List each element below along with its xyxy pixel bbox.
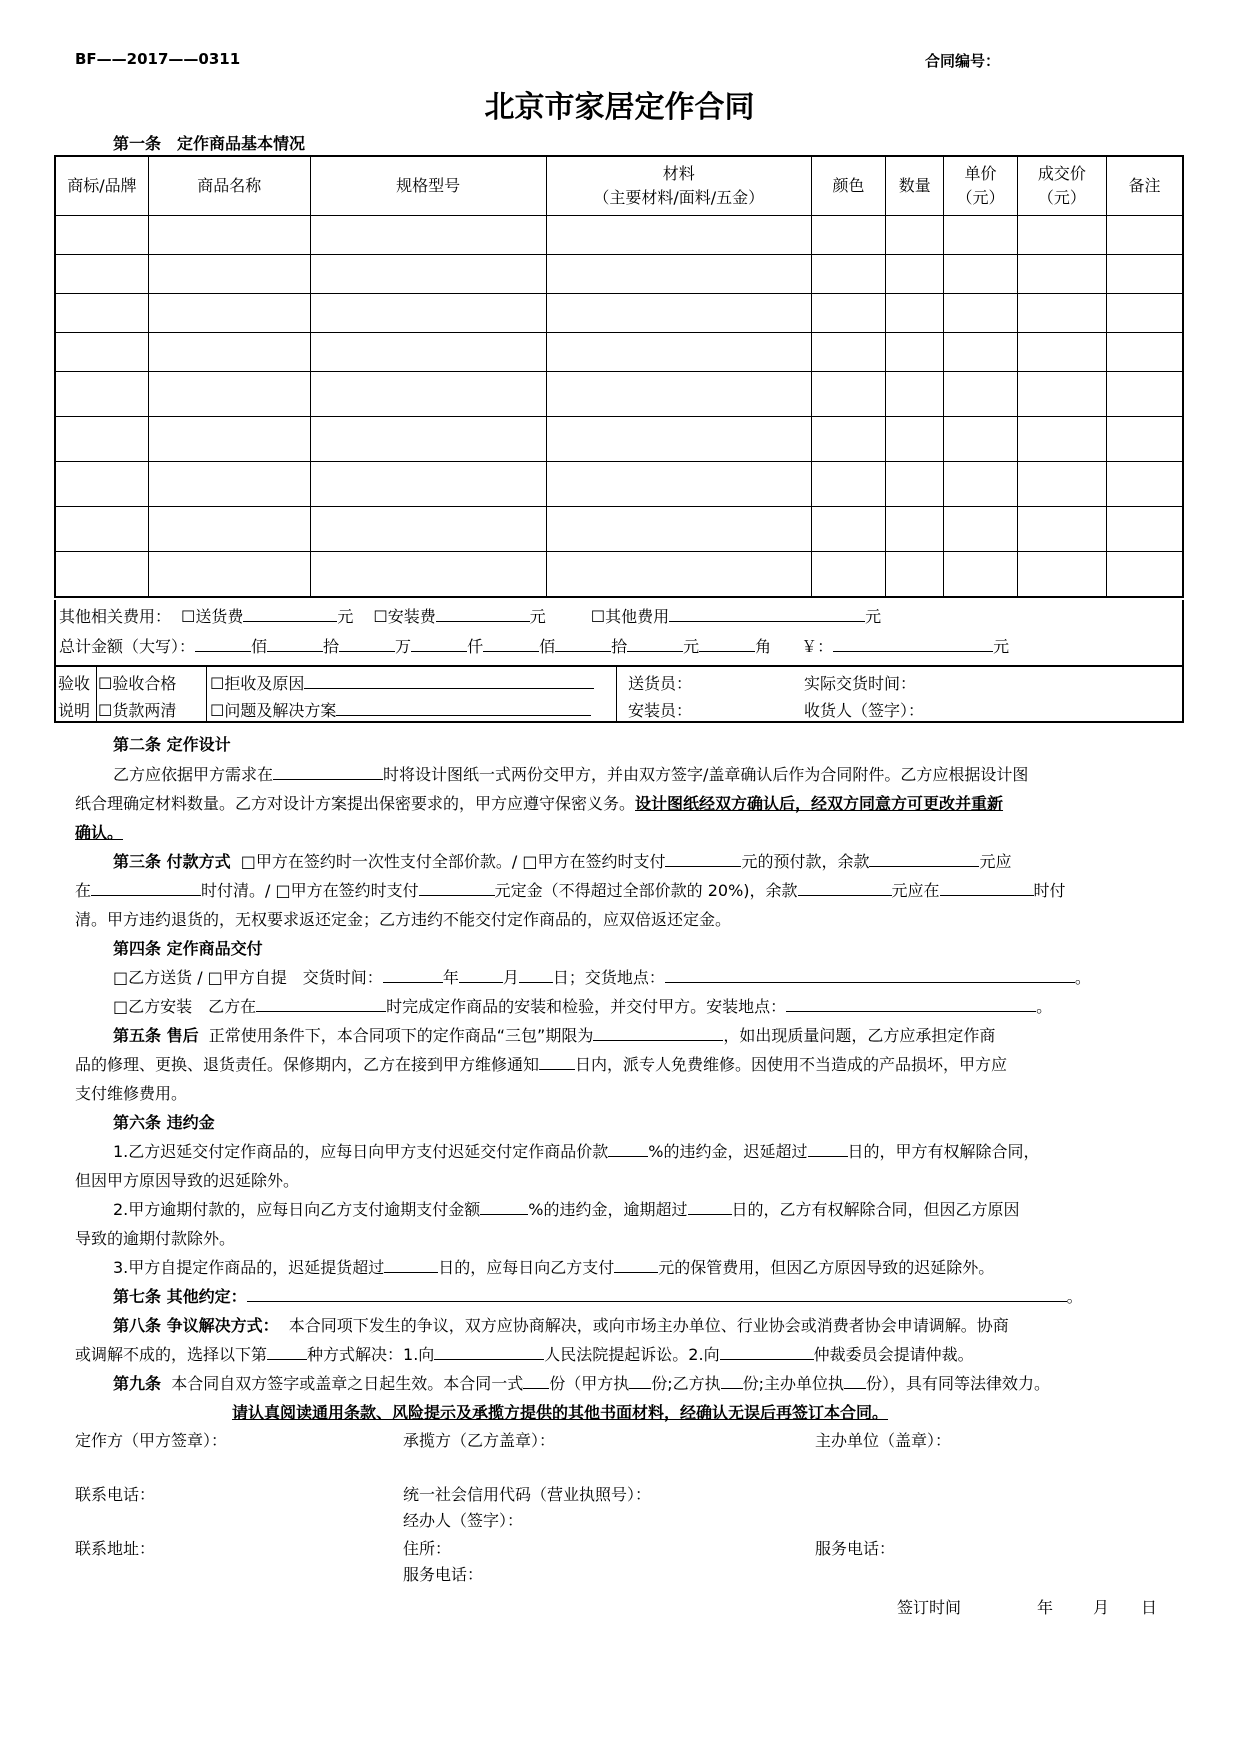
page-title: 北京市家居定作合同 <box>484 90 755 125</box>
amount-field[interactable] <box>411 635 467 652</box>
sign-month-label: 月 <box>1093 1598 1110 1617</box>
article-5-line-2: 品的修理、更换、退货责任。保修期内，乙方在接到甲方维修通知 日内，派专人免费维修。因使用不当造成的产品损坏，甲方应 <box>75 1055 1008 1074</box>
table-header-row <box>55 156 1183 216</box>
amount-field[interactable] <box>699 635 755 652</box>
article-7-line: 第七条 其他约定： 。 <box>113 1287 1083 1306</box>
party-a-phone-label: 联系电话： <box>75 1485 156 1504</box>
article-8-line-1: 第八条 争议解决方式： 本合同项下发生的争议，双方应协商解决，或向市场主办单位、行业协会或消费者协会申请调解。协商 <box>113 1316 1009 1335</box>
host-phone-label: 服务电话： <box>815 1539 896 1558</box>
table-row[interactable] <box>55 294 1183 333</box>
article-6-item-2-cont: 导致的逾期付款除外。 <box>75 1229 236 1248</box>
col-brand: 商标/品牌 <box>55 156 148 216</box>
sign-date-label: 签订时间 <box>897 1598 962 1617</box>
copies-a-field[interactable] <box>629 1372 651 1389</box>
warranty-period-field[interactable] <box>593 1024 723 1041</box>
late-payment-days-field[interactable] <box>688 1198 732 1215</box>
col-color: 颜色 <box>811 156 885 216</box>
table-row[interactable] <box>55 462 1183 507</box>
reject-reason-field[interactable] <box>304 672 594 689</box>
acceptance-options-cell <box>96 667 207 721</box>
reject-checkbox[interactable]: ☐拒收及原因 <box>210 674 305 693</box>
amount-field[interactable] <box>627 635 683 652</box>
agent-signature-label: 经办人（签字）： <box>403 1511 524 1530</box>
installer-label: 安装员： <box>628 701 693 720</box>
table-row[interactable] <box>55 507 1183 552</box>
host-seal-label: 主办单位（盖章）： <box>815 1431 952 1450</box>
article-2-heading: 第二条 定作设计 <box>113 735 231 754</box>
copies-b-field[interactable] <box>721 1372 743 1389</box>
article-2-line-3: 确认。 <box>75 823 124 842</box>
delivery-place-field[interactable] <box>665 966 1075 983</box>
issue-row <box>210 698 591 721</box>
other-fee-field[interactable] <box>669 605 865 622</box>
delivery-fee-checkbox[interactable]: ☐送货费 <box>181 607 244 626</box>
other-fee-checkbox[interactable]: ☐其他费用 <box>590 607 670 626</box>
amount-field[interactable] <box>195 635 251 652</box>
party-b-phone-label: 服务电话： <box>403 1565 484 1584</box>
party-b-address-label: 住所： <box>403 1539 452 1558</box>
total-amount-row: 总计金额（大写）： 佰 拾 万 仟 佰 拾 元 角 ￥： 元 <box>59 637 1010 656</box>
article-6-item-3: 3.甲方自提定作商品的，迟延提货超过 日的，应每日向乙方支付 元的保管费用，但因乙方原因导致的迟延除外。 <box>113 1258 995 1277</box>
acceptance-label-cell <box>56 667 97 721</box>
table-row[interactable] <box>55 372 1183 417</box>
sign-year-label: 年 <box>1037 1598 1054 1617</box>
col-spec: 规格型号 <box>310 156 546 216</box>
copies-host-field[interactable] <box>844 1372 866 1389</box>
col-quantity: 数量 <box>886 156 944 216</box>
dispute-method-field[interactable] <box>267 1343 307 1360</box>
copies-total-field[interactable] <box>523 1372 549 1389</box>
install-fee-field[interactable] <box>436 605 530 622</box>
delivery-day-field[interactable] <box>519 966 553 983</box>
article-3-line-3: 清。甲方违约退货的，无权要求返还定金；乙方违约不能交付定作商品的，应双倍返还定金。 <box>75 910 732 929</box>
issue-solution-field[interactable] <box>336 699 591 716</box>
deposit-field[interactable] <box>419 879 495 896</box>
install-place-field[interactable] <box>786 995 1036 1012</box>
col-unit-price: 单价 （元） <box>944 156 1017 216</box>
fees-section <box>54 600 1184 665</box>
article-6-item-1-cont: 但因甲方原因导致的迟延除外。 <box>75 1171 300 1190</box>
deposit-date-field[interactable] <box>940 879 1034 896</box>
notice-text: 请认真阅读通用条款、风险提示及承揽方提供的其他书面材料，经确认无误后再签订本合同。 <box>232 1403 889 1422</box>
goods-table <box>54 155 1184 598</box>
balance-date-field[interactable] <box>91 879 201 896</box>
article-6-item-1: 1.乙方迟延交付定作商品的，应每日向甲方支付迟延交付定作商品价款 %的违约金，迟延超过 日的，甲方有权解除合同， <box>113 1142 1040 1161</box>
sign-day-label: 日 <box>1141 1598 1158 1617</box>
late-delivery-rate-field[interactable] <box>608 1140 648 1157</box>
delivery-month-field[interactable] <box>459 966 503 983</box>
col-remarks: 备注 <box>1107 156 1183 216</box>
other-fees-row: 其他相关费用： ☐送货费 元 ☐安装费 元 ☐其他费用 元 <box>59 607 882 626</box>
reject-row <box>210 671 594 694</box>
article-4-line-1: □乙方送货 / □甲方自提 交货时间： 年 月 日；交货地点： 。 <box>113 968 1091 987</box>
article-5-line-3: 支付维修费用。 <box>75 1084 188 1103</box>
delivery-fee-field[interactable] <box>243 605 337 622</box>
delivery-year-field[interactable] <box>383 966 443 983</box>
article-5-line-1: 第五条 售后 正常使用条件下，本合同项下的定作商品“三包”期限为 ，如出现质量问题，乙方应承担定作商 <box>113 1026 996 1045</box>
acceptance-label: 验收 <box>58 674 91 693</box>
credit-code-label: 统一社会信用代码（营业执照号）： <box>403 1485 652 1504</box>
article-8-line-2: 或调解不成的，选择以下第 种方式解决：1.向 人民法院提起诉讼。2.向 仲裁委员会提请仲裁。 <box>75 1345 974 1364</box>
acceptance-label: 说明 <box>58 701 91 720</box>
prepay-field[interactable] <box>665 850 741 867</box>
amount-field[interactable] <box>339 635 395 652</box>
arbitration-field[interactable] <box>720 1343 814 1360</box>
article-6-heading: 第六条 违约金 <box>113 1113 215 1132</box>
repair-days-field[interactable] <box>539 1053 575 1070</box>
late-payment-rate-field[interactable] <box>480 1198 528 1215</box>
late-delivery-days-field[interactable] <box>808 1140 848 1157</box>
issue-checkbox[interactable]: ☐问题及解决方案 <box>210 701 337 720</box>
table-row[interactable] <box>55 216 1183 255</box>
storage-fee-field[interactable] <box>614 1256 658 1273</box>
deliverer-label: 送货员： <box>628 674 693 693</box>
other-terms-field[interactable] <box>247 1285 1067 1302</box>
acceptance-section <box>54 665 1184 723</box>
balance-field[interactable] <box>869 850 979 867</box>
accepted-checkbox[interactable]: ☐验收合格 <box>98 674 177 693</box>
deposit-balance-field[interactable] <box>798 879 892 896</box>
delivery-time-label: 实际交货时间： <box>804 674 917 693</box>
table-row[interactable] <box>55 552 1183 598</box>
design-date-field[interactable] <box>273 763 383 780</box>
amount-numeric-field[interactable] <box>833 635 993 652</box>
install-fee-checkbox[interactable]: ☐安装费 <box>373 607 436 626</box>
reject-cell <box>206 667 617 721</box>
party-a-signature-label: 定作方（甲方签章）： <box>75 1431 228 1450</box>
article-3-line-2: 在 时付清。/ □甲方在签约时支付 元定金（不得超过全部价款的 20%)，余款 元应在 时付 <box>75 881 1066 900</box>
amount-field[interactable] <box>555 635 611 652</box>
receiver-signature-label: 收货人（签字）： <box>804 701 925 720</box>
party-a-address-label: 联系地址： <box>75 1539 156 1558</box>
paid-checkbox[interactable]: ☐货款两清 <box>98 701 177 720</box>
pickup-days-field[interactable] <box>384 1256 438 1273</box>
court-field[interactable] <box>434 1343 544 1360</box>
amount-field[interactable] <box>267 635 323 652</box>
col-product-name: 商品名称 <box>148 156 310 216</box>
article-3-line-1: 第三条 付款方式 □甲方在签约时一次性支付全部价款。/ □甲方在签约时支付 元的预付款，余款 元应 <box>113 852 1012 871</box>
article-4-line-2: □乙方安装 乙方在 时完成定作商品的安装和检验，并交付甲方。安装地点： 。 <box>113 997 1053 1016</box>
article-1-heading: 第一条 定作商品基本情况 <box>113 134 306 153</box>
table-row[interactable] <box>55 255 1183 294</box>
col-material: 材料 （主要材料/面料/五金） <box>546 156 811 216</box>
install-date-field[interactable] <box>256 995 386 1012</box>
col-deal-price: 成交价 （元） <box>1017 156 1106 216</box>
party-b-seal-label: 承揽方（乙方盖章）： <box>403 1431 556 1450</box>
article-6-item-2: 2.甲方逾期付款的，应每日向乙方支付逾期支付金额 %的违约金，逾期超过 日的，乙方有权解除合同，但因乙方原因 <box>113 1200 1020 1219</box>
table-row[interactable] <box>55 333 1183 372</box>
article-9-line: 第九条 本合同自双方签字或盖章之日起生效。本合同一式 份（甲方执 份;乙方执 份;主办单位执 份），具有同等法律效力。 <box>113 1374 1051 1393</box>
article-2-line-1: 乙方应依据甲方需求在 时将设计图纸一式两份交甲方，并由双方签字/盖章确认后作为合同附件。乙方应根据设计图 <box>113 765 1029 784</box>
form-code: BF——2017——0311 <box>75 50 241 68</box>
article-2-line-2: 纸合理确定材料数量。乙方对设计方案提出保密要求的，甲方应遵守保密义务。设计图纸经双方确认后，经双方同意方可更改并重新 <box>75 794 1004 813</box>
amount-field[interactable] <box>483 635 539 652</box>
table-row[interactable] <box>55 417 1183 462</box>
contract-number-label: 合同编号： <box>925 52 1001 70</box>
article-4-heading: 第四条 定作商品交付 <box>113 939 263 958</box>
